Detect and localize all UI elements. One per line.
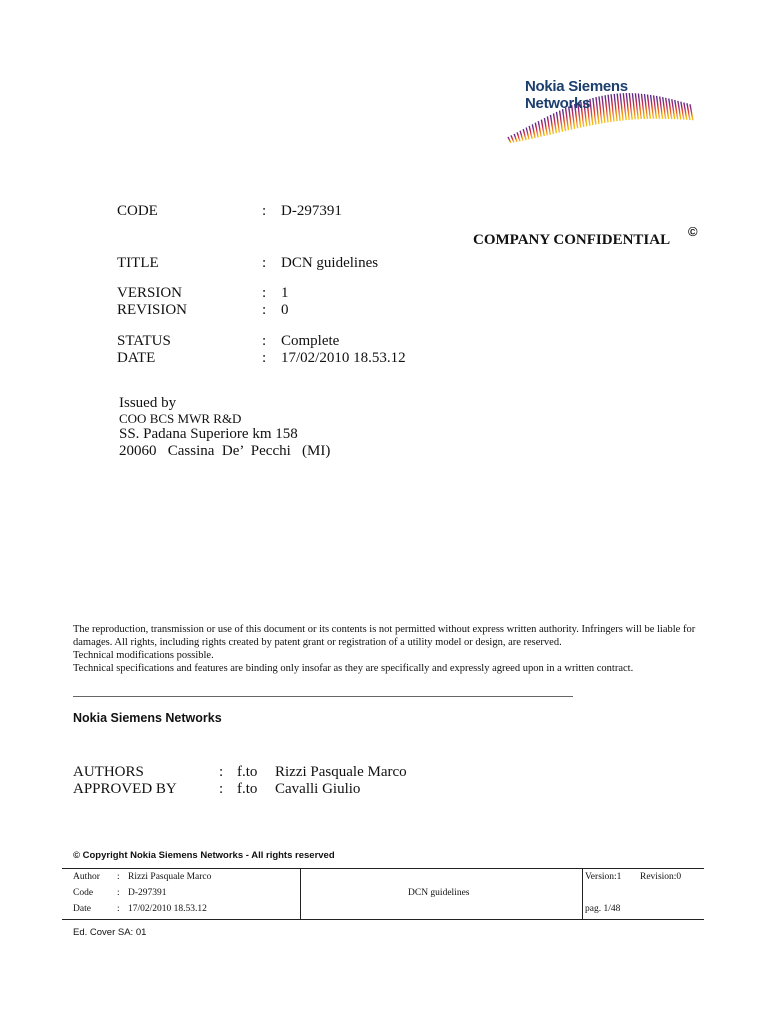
- footer-page-number: pag. 1/48: [585, 904, 621, 914]
- footer-doc-title: DCN guidelines: [408, 888, 470, 898]
- logo-wave-strand: [687, 103, 690, 120]
- logo-wave-strand: [560, 111, 563, 132]
- footer-author-label: Author: [73, 872, 100, 882]
- status-label: STATUS: [117, 333, 171, 349]
- version-label: VERSION: [117, 285, 183, 301]
- version-separator: :: [262, 285, 267, 301]
- logo-wave-strand: [517, 132, 520, 141]
- logo-wave-strand: [523, 129, 526, 140]
- logo-wave-strand: [669, 99, 672, 120]
- approved-fto: f.to: [237, 781, 258, 797]
- title-separator: :: [262, 255, 267, 271]
- company-name: Nokia Siemens Networks: [73, 711, 222, 725]
- logo-wave-strand: [651, 95, 654, 119]
- title-label: TITLE: [117, 255, 159, 271]
- authors-fto: f.to: [237, 764, 258, 780]
- company-logo: [500, 70, 700, 160]
- logo-wave-strand: [632, 93, 635, 119]
- date-separator: :: [262, 350, 267, 366]
- footer-date-label: Date: [73, 904, 91, 914]
- footer-date-sep: :: [117, 904, 120, 914]
- logo-line-2: Networks: [525, 95, 591, 112]
- logo-wave-strand: [635, 93, 638, 119]
- logo-wave-strand: [629, 93, 632, 120]
- logo-wave-strand: [666, 98, 669, 119]
- footer-table: [62, 868, 704, 920]
- copyright-icon: ©: [688, 224, 698, 239]
- revision-label: REVISION: [117, 302, 187, 318]
- footer-code-sep: :: [117, 888, 120, 898]
- revision-separator: :: [262, 302, 267, 318]
- status-separator: :: [262, 333, 267, 349]
- footer-code-value: D-297391: [128, 888, 167, 898]
- footer-revision: Revision:0: [640, 872, 682, 882]
- authors-label: AUTHORS: [73, 764, 144, 780]
- footer-code-label: Code: [73, 888, 94, 898]
- legal-paragraph-3: Technical specifications and features are binding only insofar as they are specifically and expressly agreed upon in a written contract.: [73, 663, 634, 674]
- logo-wave-strand: [557, 112, 560, 133]
- title-value: DCN guidelines: [281, 255, 379, 271]
- logo-wave-strand: [554, 113, 557, 133]
- legal-notice: [73, 623, 713, 675]
- logo-wave-strand: [520, 131, 523, 141]
- issued-by-label: Issued by: [119, 395, 177, 411]
- logo-wave-strand: [544, 118, 547, 135]
- logo-wave-strand: [514, 134, 517, 142]
- logo-wave-strand: [648, 95, 651, 119]
- footer-author-value: Rizzi Pasquale Marco: [128, 872, 212, 882]
- logo-wave-strand: [684, 103, 687, 120]
- footer-divider-right: [582, 869, 583, 919]
- code-label: CODE: [117, 203, 158, 219]
- confidential-label: COMPANY CONFIDENTIAL: [473, 232, 671, 248]
- logo-wave-strand: [645, 94, 648, 119]
- logo-wave-strand: [681, 102, 684, 120]
- issued-dept: COO BCS MWR R&D: [119, 411, 242, 426]
- logo-wave-strand: [541, 120, 544, 137]
- logo-wave-strand: [638, 94, 641, 120]
- footer-author-sep: :: [117, 872, 120, 882]
- approved-label: APPROVED BY: [73, 781, 177, 797]
- issued-address-1: SS. Padana Superiore km 158: [119, 426, 298, 442]
- footer-version: Version:1: [585, 872, 622, 882]
- legal-paragraph-2: Technical modifications possible.: [73, 650, 214, 661]
- logo-wave-strand: [529, 126, 532, 139]
- logo-wave-strand: [547, 116, 550, 134]
- logo-wave-strand: [511, 135, 514, 142]
- issued-address-2: 20060 Cassina De’ Pecchi (MI): [119, 443, 331, 459]
- logo-text: [525, 78, 628, 112]
- authors-separator: :: [219, 764, 224, 780]
- code-value: D-297391: [281, 203, 342, 219]
- authors-value: Rizzi Pasquale Marco: [275, 764, 407, 780]
- logo-wave-strand: [672, 99, 675, 119]
- logo-wave-strand: [535, 123, 538, 138]
- logo-wave-strand: [654, 95, 657, 118]
- logo-wave-strand: [526, 128, 529, 140]
- copyright-line: © Copyright Nokia Siemens Networks - All rights reserved: [73, 850, 335, 861]
- version-value: 1: [281, 285, 289, 301]
- logo-wave-strand: [642, 94, 645, 119]
- revision-value: 0: [281, 302, 289, 318]
- logo-wave-strand: [532, 124, 535, 138]
- logo-wave-strand: [663, 97, 666, 119]
- logo-wave-strand: [551, 115, 554, 134]
- logo-wave-strand: [675, 100, 678, 119]
- status-value: Complete: [281, 333, 340, 349]
- edition-label: Ed. Cover SA: 01: [73, 927, 147, 938]
- logo-wave-strand: [678, 101, 681, 120]
- approved-separator: :: [219, 781, 224, 797]
- logo-wave-strand: [660, 97, 663, 119]
- footer-date-value: 17/02/2010 18.53.12: [128, 904, 207, 914]
- logo-wave-strand: [690, 104, 693, 120]
- legal-paragraph-1: The reproduction, transmission or use of this document or its contents is not permitted without express written authority. Infringers will be liable for damages. All rights, including rights created by patent grant or registration of a utility model or design, are reserved.: [73, 624, 696, 648]
- footer-divider-left: [300, 869, 301, 919]
- date-label: DATE: [117, 350, 156, 366]
- logo-line-1: Nokia Siemens: [525, 78, 628, 95]
- code-separator: :: [262, 203, 267, 219]
- logo-wave-strand: [563, 109, 566, 131]
- date-value: 17/02/2010 18.53.12: [281, 350, 406, 366]
- logo-wave-strand: [538, 121, 541, 137]
- approved-value: Cavalli Giulio: [275, 781, 361, 797]
- logo-wave-strand: [657, 96, 660, 119]
- divider: [73, 696, 573, 697]
- logo-wave-strand: [508, 137, 511, 143]
